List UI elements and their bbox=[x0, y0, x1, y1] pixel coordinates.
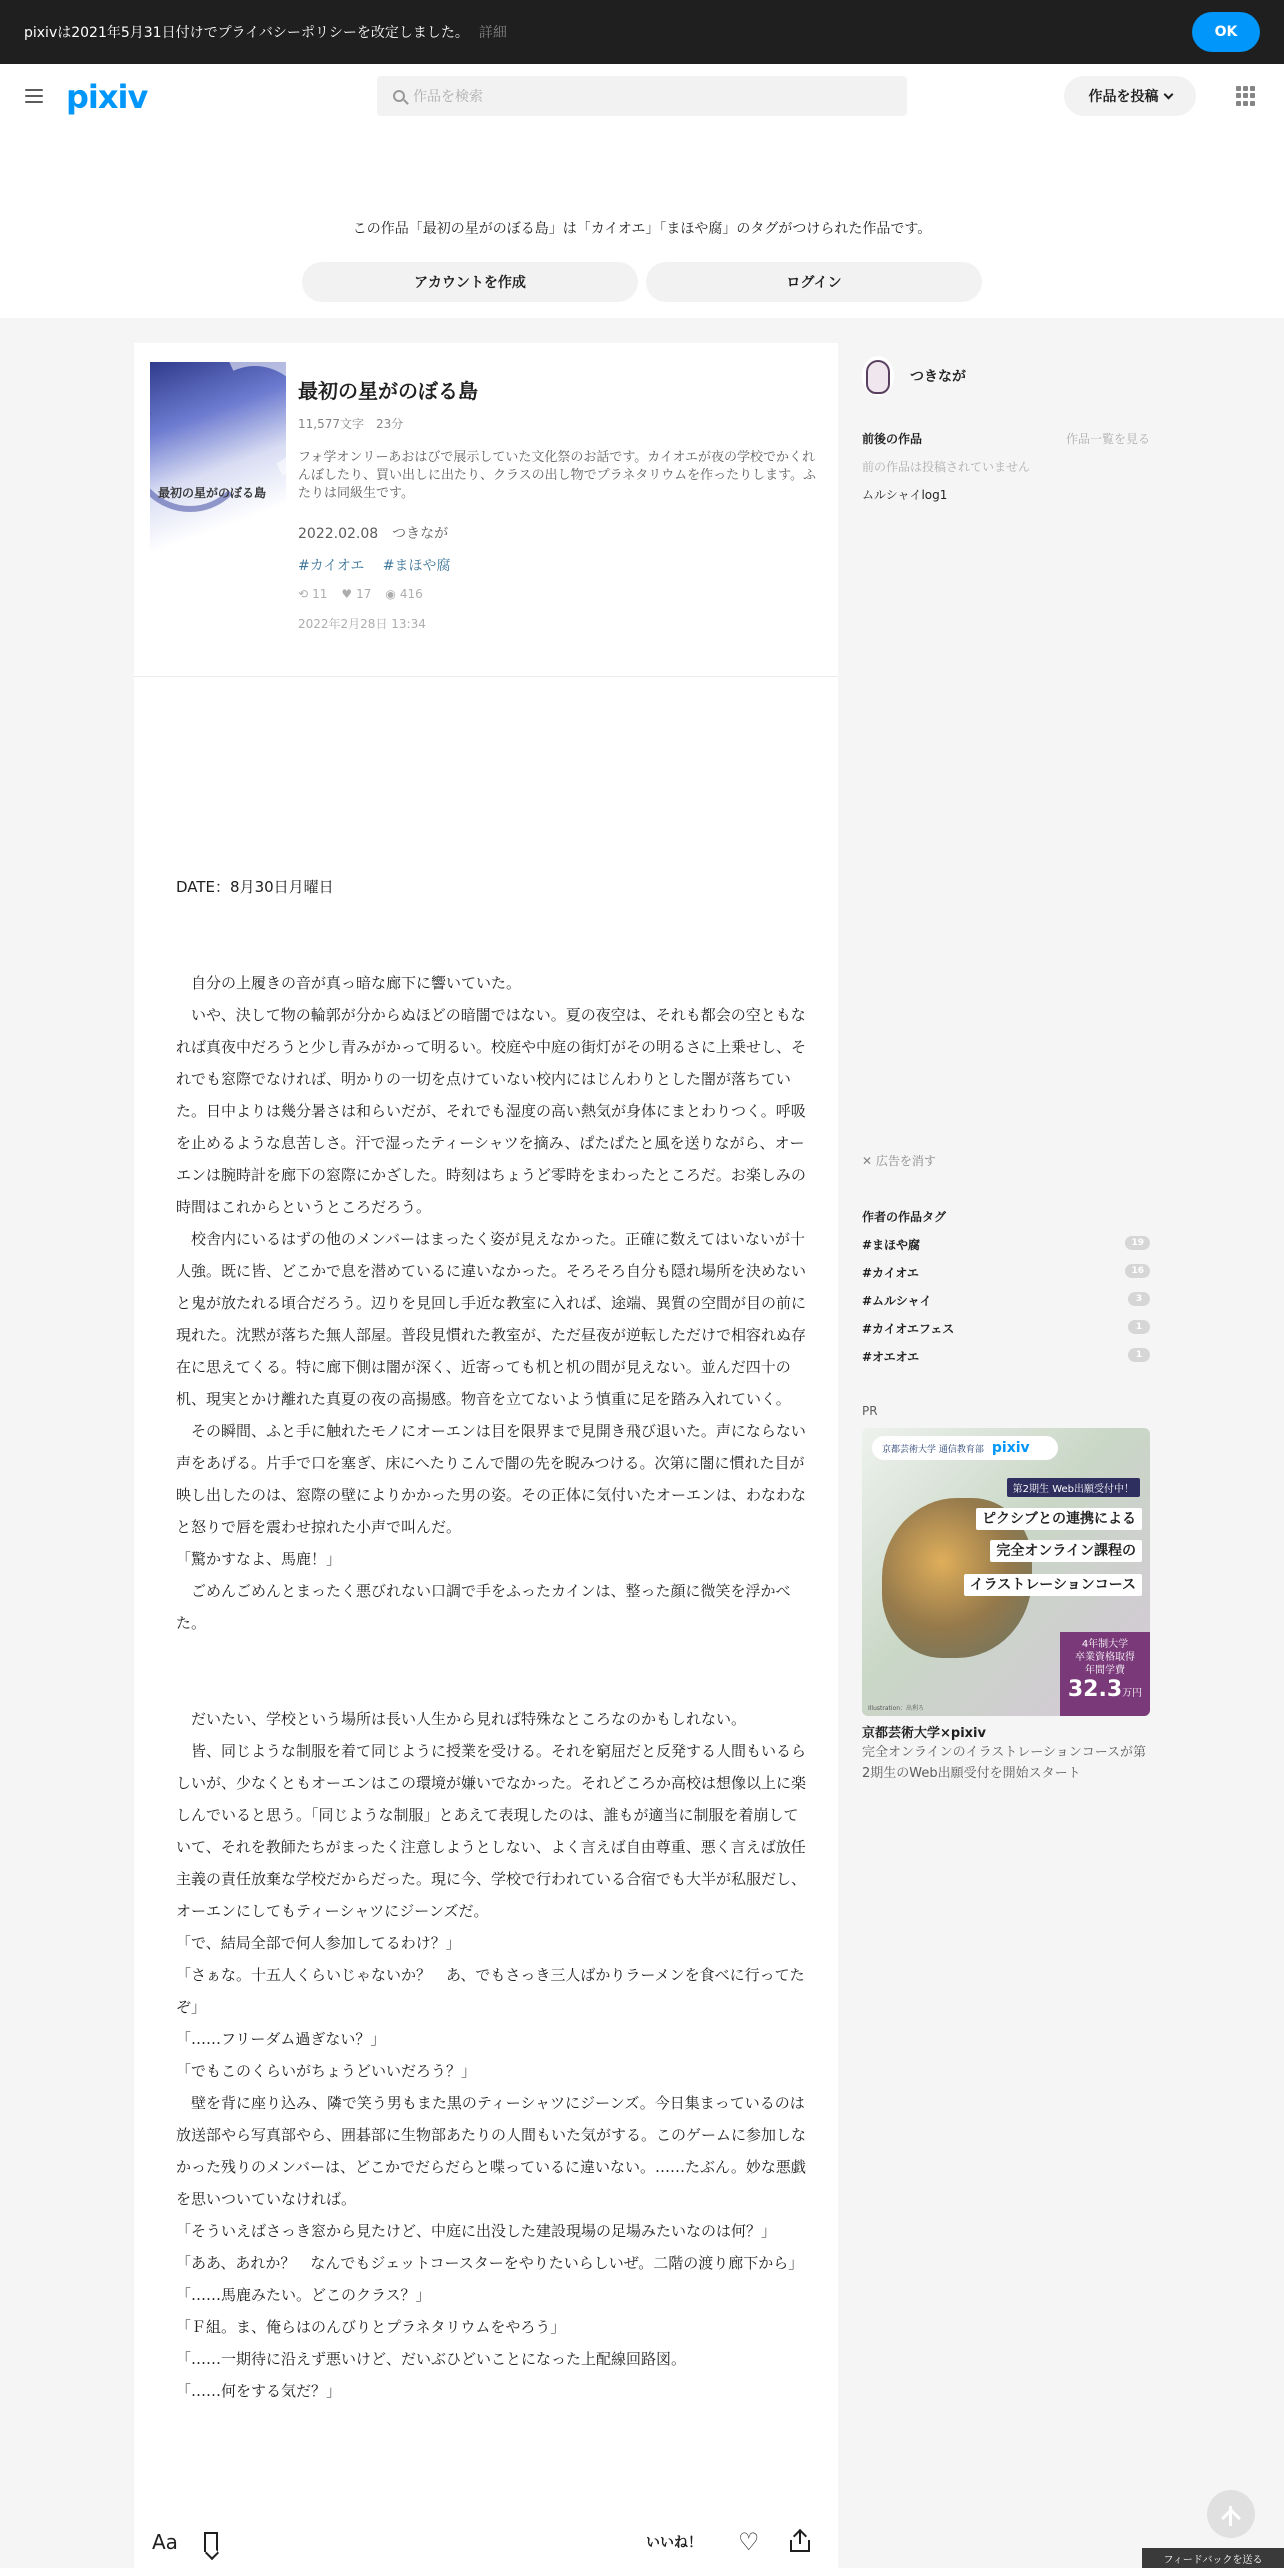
privacy-notice-bar bbox=[0, 0, 1284, 64]
novel-paragraph: 「さぁな。十五人くらいじゃないか？ あ、でもさっき三人ばかりラーメンを食べに行ってたぞ」 bbox=[176, 1966, 805, 2016]
novel-paragraph: 「Ｆ組。ま、俺らはのんびりとプラネタリウムをやろう」 bbox=[176, 2318, 566, 2336]
author-tag-item[interactable]: #ムルシャイ 3 bbox=[862, 1292, 1150, 1312]
novel-paragraph: だいたい、学校という場所は長い人生から見れば特殊なところなのかもしれない。 bbox=[176, 1710, 747, 1728]
login-button[interactable]: ログイン bbox=[646, 262, 982, 302]
heart-outline-icon[interactable]: ♡ bbox=[738, 2528, 760, 2556]
novel-paragraph: 「で、結局全部で何人参加してるわけ？」 bbox=[176, 1934, 461, 1952]
post-work-button[interactable] bbox=[1064, 76, 1196, 116]
search-placeholder: 作品を検索 bbox=[413, 89, 483, 105]
hide-ads-label: 広告を消す bbox=[875, 1154, 936, 1168]
feedback-button[interactable]: フィードバックを送る bbox=[1142, 2548, 1284, 2568]
menu-icon[interactable] bbox=[24, 86, 44, 106]
work-stats bbox=[298, 587, 437, 601]
tag-notice-text: この作品「最初の星がのぼる島」は「カイオエ」「まほや腐」のタグがつけられた作品です。 bbox=[352, 221, 932, 237]
novel-paragraph: 「そういえばさっき窓から見たけど、中庭に出没した建設現場の足場みたいなのは何？」 bbox=[176, 2222, 777, 2240]
notice-ok-button[interactable]: OK bbox=[1192, 12, 1260, 52]
hide-ads-link[interactable] bbox=[862, 1152, 936, 1169]
novel-paragraph: 「でもこのくらいがちょうどいいだろう？」 bbox=[176, 2062, 477, 2080]
pr-description[interactable]: 完全オンラインのイラストレーションコースが第2期生のWeb出願受付を開始スタート bbox=[862, 1745, 1147, 1781]
work-tags bbox=[298, 555, 465, 575]
account-banner bbox=[0, 128, 1284, 318]
tag-link[interactable]: #まほや腐 bbox=[382, 558, 451, 574]
tag-link[interactable]: #カイオエ bbox=[298, 558, 365, 574]
novel-main-column bbox=[134, 343, 838, 2568]
post-work-label: 作品を投稿 bbox=[1088, 89, 1159, 105]
privacy-notice-text: pixivは2021年5月31日付けでプライバシーポリシーを改定しました。 bbox=[24, 25, 469, 41]
author-tag-item[interactable]: #オエオエ 1 bbox=[862, 1348, 1150, 1368]
pr-ad-image[interactable] bbox=[862, 1428, 1150, 1716]
author-tag-item[interactable]: #カイオエ 16 bbox=[862, 1264, 1150, 1284]
search-icon bbox=[393, 90, 405, 102]
author-tags-title: 作者の作品タグ bbox=[862, 1210, 947, 1224]
work-description: フォ学オンリーあおはびで展示していた文化祭のお話です。カイオエが夜の学校でかくれんぼしたり、買い出しに出たり、クラスの出し物でプラネタリウムを作ったりします。ふたりは同級生です。 bbox=[298, 450, 817, 501]
word-count: 11,577文字 23分 bbox=[298, 417, 404, 431]
view-count: 416 bbox=[399, 587, 423, 601]
ad-price-box: 4年制大学 卒業資格取得 年間学費 32.3万円 bbox=[1060, 1632, 1150, 1716]
cover-title: 最初の星がのぼる島 bbox=[158, 486, 267, 500]
close-icon: ✕ bbox=[862, 1154, 873, 1168]
ad-logo: 京都芸術大学 通信教育部 pixiv bbox=[872, 1436, 1058, 1460]
services-grid-icon[interactable] bbox=[1236, 86, 1256, 106]
novel-date-line: DATE：8月30日月曜日 bbox=[176, 878, 334, 896]
novel-paragraph: 「……何をする気だ？」 bbox=[176, 2382, 342, 2400]
work-title: 最初の星がのぼる島 bbox=[298, 379, 478, 403]
author-avatar[interactable] bbox=[862, 356, 894, 396]
series-date-author: 2022.02.08 つきなが bbox=[298, 526, 449, 542]
novel-paragraph: 「……フリーダム過ぎない？」 bbox=[176, 2030, 386, 2048]
like-count: 17 bbox=[356, 587, 372, 601]
privacy-detail-link[interactable]: 詳細 bbox=[478, 25, 507, 41]
search-input[interactable] bbox=[377, 76, 907, 116]
pr-title[interactable]: 京都芸術大学×pixiv bbox=[862, 1726, 986, 1741]
ad-line: ピクシブとの連携による bbox=[976, 1508, 1142, 1530]
novel-paragraph: 「……馬鹿みたい。どこのクラス？」 bbox=[176, 2286, 431, 2304]
author-name[interactable]: つきなが bbox=[910, 369, 966, 385]
novel-paragraph: 自分の上履きの音が真っ暗な廊下に響いていた。 bbox=[176, 974, 522, 992]
ad-badge: 第2期生 Web出願受付中！ bbox=[1007, 1478, 1140, 1497]
author-tag-item[interactable]: #まほや腐 19 bbox=[862, 1236, 1150, 1256]
create-account-button[interactable]: アカウントを作成 bbox=[302, 262, 638, 302]
pr-label: PR bbox=[862, 1404, 878, 1418]
all-works-link[interactable]: 作品一覧を見る bbox=[1065, 432, 1150, 446]
share-icon[interactable] bbox=[790, 2530, 810, 2552]
next-work-link[interactable]: ムルシャイlog1 bbox=[862, 488, 948, 502]
novel-paragraph: その瞬間、ふと手に触れたモノにオーエンは目を限界まで見開き飛び退いた。声にならない声をあげる。片手で口を塞ぎ、床にへたりこんで闇の先を睨みつける。次第に闇に慣れた目が映し出したのは、窓際の壁によりかかった男の姿。その正体に気付いたオーエンは、わなわなと怒りで唇を震わせ掠れた小声で叫んだ。 bbox=[176, 1422, 807, 1536]
prev-work-none: 前の作品は投稿されていません bbox=[862, 460, 1031, 474]
series-nav-title: 前後の作品 bbox=[862, 432, 923, 446]
author-tag-item[interactable]: #カイオエフェス 1 bbox=[862, 1320, 1150, 1340]
site-header bbox=[0, 64, 1284, 128]
eye-icon: ◉ bbox=[385, 587, 396, 601]
ad-line: 完全オンライン課程の bbox=[990, 1540, 1142, 1562]
novel-body bbox=[176, 871, 806, 2407]
scroll-to-top-button[interactable] bbox=[1207, 2490, 1255, 2538]
divider bbox=[134, 676, 838, 677]
bookmark-icon[interactable] bbox=[204, 2532, 218, 2552]
font-settings-button[interactable]: Aa bbox=[152, 2530, 178, 2554]
reblog-icon: ⟲ bbox=[298, 587, 309, 601]
like-button[interactable]: いいね！ bbox=[646, 2535, 702, 2551]
ad-credit: Illustration：出利ろ bbox=[868, 1705, 925, 1712]
novel-paragraph: 壁を背に座り込み、隣で笑う男もまた黒のティーシャツにジーンズ。今日集まっているのは放送部やら写真部やら、囲碁部に生物部あたりの人間もいた気がする。このゲームに参加しなかった残りのメンバーは、どこかでだらだらと喋っているに違いない。……たぶん。妙な悪戯を思いついていなければ。 bbox=[176, 2094, 807, 2208]
novel-paragraph: ごめんごめんとまったく悪びれない口調で手をふったカインは、整った顔に微笑を浮かべた。 bbox=[176, 1582, 791, 1632]
heart-icon: ♥ bbox=[341, 587, 353, 601]
novel-paragraph: 「ああ、あれか？ なんでもジェットコースターをやりたいらしいぜ。二階の渡り廊下から」 bbox=[176, 2254, 804, 2272]
novel-paragraph: 「……一期待に沿えず悪いけど、だいぶひどいことになった上配線回路図。 bbox=[176, 2350, 687, 2368]
novel-paragraph: 校舎内にいるはずの他のメンバーはまったく姿が見えなかった。正確に数えてはいないが十人強。既に皆、どこかで息を潜めているに違いなかった。そろそろ自分も隠れ場所を決めないと鬼が放たれる頃合だろう。辺りを見回し手近な教室に入れば、途端、異質の空間が目の前に現れた。沈黙が落ちた無人部屋。普段見慣れた教室が、ただ昼夜が逆転しただけで相容れぬ存在に思えてくる。特に廊下側は闇が深く、近寄っても机と机の間が見えない。並んだ四十の机、現実とかけ離れた真夏の夜の高揚感。物音を立てないよう慎重に足を踏み入れていく。 bbox=[176, 1230, 807, 1408]
reader-toolbar bbox=[134, 2516, 838, 2568]
novel-paragraph: 「驚かすなよ、馬鹿！」 bbox=[176, 1550, 342, 1568]
pixiv-logo[interactable]: pixiv bbox=[66, 78, 148, 116]
reblog-count: 11 bbox=[312, 587, 328, 601]
chevron-down-icon bbox=[1163, 89, 1173, 99]
novel-paragraph: いや、決して物の輪郭が分からぬほどの暗闇ではない。夏の夜空は、それも都会の空ともなれば真夜中だろうと少し青みがかって明るい。校庭や中庭の街灯がその明るさに上乗せし、それでも窓際でなければ、明かりの一切を点けていない校内にはじんわりとした闇が落ちていた。日中よりは幾分暑さは和らいだが、それでも湿度の高い熱気が身体にまとわりつく。呼吸を止めるような息苦しさ。汗で湿ったティーシャツを摘み、ぱたぱたと風を送りながら、オーエンは腕時計を廊下の窓際にかざした。時刻はちょうど零時をまわったところだ。お楽しみの時間はこれからというところだろう。 bbox=[176, 1006, 807, 1216]
novel-cover-image[interactable] bbox=[150, 362, 286, 553]
posted-date: 2022年2月28日 13:34 bbox=[298, 617, 426, 631]
novel-paragraph: 皆、同じような制服を着て同じように授業を受ける。それを窮屈だと反発する人間もいるらしいが、少なくともオーエンはこの環境が嫌いでなかった。それどころか高校は想像以上に楽しんでいると思う。「同じような制服」とあえて表現したのは、誰もが適当に制服を着崩していて、それを教師たちがまったく注意しようとしない、よく言えば自由尊重、悪く言えば放任主義の責任放棄な学校だからだった。現に今、学校で行われている合宿でも大半が私服だし、オーエンにしてもティーシャツにジーンズだ。 bbox=[176, 1742, 807, 1920]
ad-line: イラストレーションコース bbox=[964, 1574, 1142, 1596]
